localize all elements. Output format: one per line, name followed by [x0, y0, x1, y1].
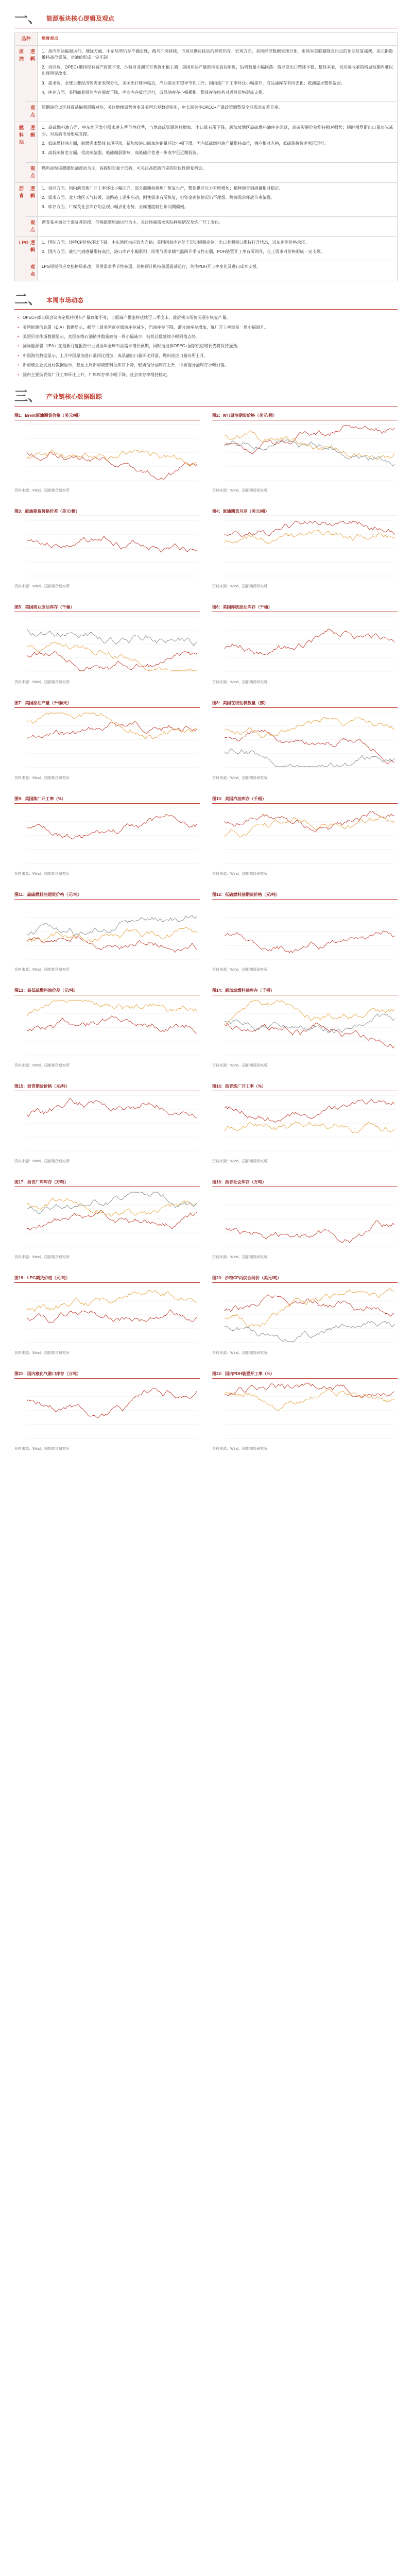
- chart-source: 资料来源：Wind，国都期货研究所: [14, 1064, 70, 1068]
- chart-title: 图1：Brent原油期货价格（美元/桶）: [14, 413, 200, 420]
- chart-panel: [212, 1179, 398, 1266]
- chart-series-line: [225, 426, 394, 454]
- content-paragraph: 2、国内方面，液化气到港量维持高位，港口库存小幅累积；民用气需求随气温回升季节性走弱，PDH装置开工率有所回升，化工需求对价格形成一定支撑。: [42, 249, 325, 255]
- chart-plot: [14, 1379, 200, 1447]
- chart-series-line: [27, 1001, 197, 1016]
- row-content: [38, 216, 398, 236]
- chart-panel: [14, 1083, 200, 1170]
- chart-title: 图6：美国库欣原油库存（千桶）: [212, 604, 398, 612]
- chart-series-line: [225, 1321, 394, 1342]
- section-1-header: [14, 11, 398, 28]
- chart-series-line: [225, 1221, 394, 1243]
- chart-series-line: [27, 652, 197, 671]
- content-paragraph: 1、国际方面，沙特CP价格环比下调，中东地区供应较为充裕；美国丙烷库存处于历史同期高位，出口套利窗口维持打开状态，远东到岸价格承压。: [42, 240, 310, 245]
- chart-source: 资料来源：Wind，国都期货研究所: [14, 1351, 70, 1355]
- report-page: [0, 11, 412, 2576]
- row-type-label: 逻辑: [26, 122, 38, 163]
- logic-row: [15, 122, 398, 163]
- chart-plot: [14, 612, 200, 680]
- chart-source: 资料来源：Wind，国都期货研究所: [212, 872, 267, 876]
- row-content: [38, 45, 398, 101]
- chart-title: 图14：新加坡燃料油库存（千桶）: [212, 988, 398, 995]
- chart-panel: [212, 988, 398, 1074]
- row-type-label: 观点: [26, 216, 38, 236]
- chart-title: 图21：国内液化气港口库存（万吨）: [14, 1371, 200, 1379]
- chart-panel: [212, 1275, 398, 1362]
- content-paragraph: 3、高低硫价差方面，受高硫偏强、低硫偏弱影响，高低硫价差进一步收窄至近期低位。: [42, 150, 201, 156]
- chart-title: 图18：沥青社会库存（万吨）: [212, 1179, 398, 1187]
- chart-plot: [14, 420, 200, 488]
- chart-title: 图9：美国炼厂开工率（%）: [14, 796, 200, 804]
- chart-source: 资料来源：Wind，国都期货研究所: [14, 585, 70, 589]
- chart-plot: [212, 900, 398, 968]
- chart-panel: [212, 509, 398, 595]
- chart-series-line: [27, 629, 197, 647]
- chart-panel: [14, 604, 200, 691]
- commodity-label: LPG: [15, 236, 26, 281]
- market-news-item: • 美国能源信息署（EIA）数据显示，截至上周美国商业原油库存减少，汽油库存下降，馏分油库存增加，炼厂开工率较前一周小幅回升。: [18, 325, 398, 331]
- commodity-label: 燃料油: [15, 122, 26, 182]
- chart-source: 资料来源：Wind，国都期货研究所: [14, 489, 70, 493]
- chart-plot: [212, 804, 398, 872]
- chart-source: 资料来源：Wind，国都期货研究所: [14, 968, 70, 972]
- chart-panel: [212, 892, 398, 978]
- chart-source: 资料来源：Wind，国都期货研究所: [212, 1064, 267, 1068]
- market-news-item: • OPEC+部长级会议决定维持现有产量政策不变，自愿减产措施将延续至二季度末，此后视市场情况逐步恢复产量。: [18, 315, 398, 321]
- content-paragraph: 3、库存方面，厂库及社会库存均呈现小幅去化态势，去库速度较往年同期偏慢。: [42, 205, 188, 210]
- chart-panel: [212, 796, 398, 883]
- chart-series-line: [27, 536, 197, 552]
- chart-title: 图8：美国在线钻机数量（部）: [212, 700, 398, 708]
- chart-title: 图22：国内PDH装置开工率（%）: [212, 1371, 398, 1379]
- logic-row: [15, 261, 398, 281]
- chart-series-line: [225, 1389, 394, 1411]
- section-2-title: 本周市场动态: [46, 296, 84, 304]
- row-content: [38, 236, 398, 261]
- chart-series-line: [225, 817, 394, 838]
- row-content: [38, 261, 398, 281]
- chart-title: 图7：美国原油产量（千桶/天）: [14, 700, 200, 708]
- chart-series-line: [27, 916, 197, 936]
- row-content: [38, 182, 398, 216]
- chart-series-line: [225, 1023, 394, 1048]
- chart-panel: [14, 1275, 200, 1362]
- commodity-label: 沥青: [15, 182, 26, 236]
- chart-title: 图2：WTI原油期货价格（美元/桶）: [212, 413, 398, 420]
- chart-plot: [14, 1091, 200, 1159]
- content-paragraph: 1、周内原油偏强运行。地缘方面，中东局势仍存不确定性，俄乌冲突持续，市场对供应扰动的担忧仍在；宏观方面，美国经济数据表现分化，市场对美联储降息时点的预期反复摇摆，美元指数维持高位震荡，对油价形成一定压制。: [42, 48, 393, 60]
- content-paragraph: 沥青基本面处于弱复苏阶段，价格跟随原油运行为主，关注终端需求实际释放情况及炼厂开工变化。: [42, 219, 223, 225]
- chart-series-line: [225, 1288, 394, 1327]
- content-paragraph: 燃料油短期跟随原油波动为主，高硫相对强于低硫，可关注高低硫价差的阶段性修复机会。: [42, 165, 207, 171]
- chart-source: 资料来源：Wind，国都期货研究所: [212, 489, 267, 493]
- chart-series-line: [27, 1192, 197, 1214]
- table-header-view: 周度观点: [38, 33, 398, 46]
- chart-source: 资料来源：Wind，国都期货研究所: [212, 968, 267, 972]
- chart-plot: [212, 708, 398, 776]
- chart-title: 图10：美国汽油库存（千桶）: [212, 796, 398, 804]
- chart-title: 图15：沥青期货价格（元/吨）: [14, 1083, 200, 1091]
- chart-panel: [14, 892, 200, 978]
- chart-source: 资料来源：Wind，国都期货研究所: [14, 1160, 70, 1164]
- chart-title: 图17：沥青厂库库存（万吨）: [14, 1179, 200, 1187]
- logic-row: [15, 216, 398, 236]
- chart-plot: [212, 420, 398, 488]
- chart-series-line: [225, 1001, 394, 1024]
- chart-plot: [212, 1091, 398, 1159]
- chart-panel: [14, 988, 200, 1074]
- chart-series-line: [27, 1198, 197, 1216]
- chart-source: 资料来源：Wind，国都期货研究所: [14, 1447, 70, 1451]
- market-news-item: • 美国贝克休斯数据显示，美国在线石油钻井数量较前一周小幅减少，钻机总数延续小幅回落态势。: [18, 334, 398, 340]
- logic-row: [15, 162, 398, 182]
- content-paragraph: 1、供应方面，国内沥青炼厂开工率环比小幅回升，部分前期检修炼厂恢复生产，整体供应压力有所增加；稀释沥青到港量相对稳定。: [42, 185, 283, 191]
- logic-row: [15, 182, 398, 216]
- logic-row: [15, 236, 398, 261]
- chart-title: 图11：高硫燃料油期货价格（元/吨）: [14, 892, 200, 900]
- chart-source: 资料来源：Wind，国都期货研究所: [14, 872, 70, 876]
- row-type-label: 观点: [26, 102, 38, 122]
- chart-plot: [14, 900, 200, 968]
- chart-title: 图20：沙特CP丙烷合同价（美元/吨）: [212, 1275, 398, 1283]
- chart-series-line: [225, 1384, 394, 1398]
- chart-plot: [14, 516, 200, 584]
- commodity-label: 原油: [15, 45, 26, 122]
- row-type-label: 观点: [26, 162, 38, 182]
- chart-plot: [14, 1187, 200, 1255]
- content-paragraph: 2、供应端，OPEC+维持现有减产政策不变，沙特对亚洲官方售价小幅上调；美国原油产量维持在高位附近，钻机数量小幅回落；俄罗斯出口整体平稳。整体来看，供应端收紧的格局短期内难以出现明显改变。: [42, 64, 393, 76]
- chart-plot: [14, 1283, 200, 1351]
- chart-source: 资料来源：Wind，国都期货研究所: [212, 1447, 267, 1451]
- chart-series-line: [225, 1014, 394, 1033]
- chart-source: 资料来源：Wind，国都期货研究所: [212, 1160, 267, 1164]
- row-type-label: 逻辑: [26, 236, 38, 261]
- chart-source: 资料来源：Wind，国都期货研究所: [14, 776, 70, 781]
- row-content: [38, 162, 398, 182]
- section-1-number: 一、: [14, 10, 42, 26]
- chart-panel: [14, 796, 200, 883]
- chart-series-line: [27, 642, 197, 671]
- market-news-item: • 中国海关数据显示，上月中国原油进口量同比增加，成品油出口量环比回落，燃料油进口量有所上升。: [18, 353, 398, 359]
- chart-series-line: [225, 718, 394, 738]
- chart-series-line: [225, 1122, 394, 1133]
- chart-plot: [212, 995, 398, 1063]
- section-3-number: 三、: [14, 388, 42, 404]
- chart-source: 资料来源：Wind，国都期货研究所: [212, 1256, 267, 1260]
- chart-plot: [14, 804, 200, 872]
- core-logic-table: [14, 32, 398, 281]
- chart-source: 资料来源：Wind，国都期货研究所: [14, 1256, 70, 1260]
- chart-grid: [14, 413, 398, 1458]
- content-paragraph: 3、需求端，全球主要经济体需求表现分化，美国出行旺季临近，汽油需求有望季节性回升；国内炼厂开工率环比小幅提升，成品油库存有所去化；欧洲需求整体偏弱。: [42, 80, 345, 86]
- row-type-label: 逻辑: [26, 182, 38, 216]
- chart-series-line: [27, 1016, 197, 1034]
- chart-source: 资料来源：Wind，国都期货研究所: [212, 776, 267, 781]
- chart-panel: [212, 413, 398, 499]
- chart-title: 图12：低硫燃料油期货价格（元/吨）: [212, 892, 398, 900]
- chart-title: 图5：美国商业原油库存（千桶）: [14, 604, 200, 612]
- chart-plot: [14, 995, 200, 1063]
- chart-title: 图3：原油期货价格价差（美元/桶）: [14, 509, 200, 516]
- section-1-title: 能源板块核心逻辑及观点: [46, 15, 115, 23]
- logic-row: [15, 45, 398, 101]
- chart-series-line: [225, 629, 394, 655]
- chart-panel: [14, 413, 200, 499]
- chart-title: 图4：原油期货月差（美元/桶）: [212, 509, 398, 516]
- content-paragraph: 1、高硫燃料油方面，中东地区发电需求进入季节性旺季，当地高硫资源消耗增加，出口量有所下降，新加坡地区高硫燃料油库存回落，高硫裂解价差维持相对强势；同时俄罗斯出口量边际减少，对高硫市场形成支撑。: [42, 125, 393, 137]
- row-content: [38, 122, 398, 163]
- chart-series-line: [225, 749, 394, 767]
- chart-series-line: [225, 1295, 394, 1316]
- chart-series-line: [27, 815, 197, 839]
- content-paragraph: LPG短期供应宽松格局难改，民用需求季节性转弱，价格预计维持偏弱震荡运行，关注PDH开工率变化及进口成本支撑。: [42, 264, 261, 269]
- chart-series-line: [27, 1098, 197, 1118]
- chart-source: 资料来源：Wind，国都期货研究所: [212, 585, 267, 589]
- chart-series-line: [225, 1099, 394, 1123]
- section-3-title: 产业链核心数据跟踪: [46, 393, 102, 401]
- chart-series-line: [27, 452, 197, 480]
- chart-title: 图16：沥青炼厂开工率（%）: [212, 1083, 398, 1091]
- chart-panel: [14, 1179, 200, 1266]
- chart-series-line: [27, 1211, 197, 1231]
- market-news-item: • 国内主要沥青炼厂开工率环比上升，厂库库存率小幅下降，社会库存率维持稳定。: [18, 372, 398, 378]
- table-header-category: 品种: [15, 33, 38, 46]
- chart-series-line: [225, 931, 394, 953]
- chart-panel: [212, 1371, 398, 1458]
- chart-panel: [14, 1371, 200, 1458]
- chart-series-line: [27, 937, 197, 953]
- chart-title: 图19：LPG期货价格（元/吨）: [14, 1275, 200, 1283]
- chart-panel: [14, 700, 200, 787]
- chart-series-line: [27, 450, 197, 465]
- chart-plot: [212, 612, 398, 680]
- chart-source: 资料来源：Wind，国都期货研究所: [212, 681, 267, 685]
- chart-plot: [212, 1379, 398, 1447]
- logic-row: [15, 102, 398, 122]
- chart-source: 资料来源：Wind，国都期货研究所: [14, 681, 70, 685]
- chart-panel: [212, 700, 398, 787]
- chart-panel: [212, 604, 398, 691]
- content-paragraph: 4、库存方面，美国商业原油库存周度下降，库欣库存低位运行，成品油库存小幅累积，整体库存结构对近月价格形成支撑。: [42, 90, 267, 95]
- market-news-item: • 国际能源署（IEA）在最新月度报告中上调全年全球石油需求增长预期，同时指出非OPEC+国家供应增长仍将保持强劲。: [18, 343, 398, 349]
- chart-series-line: [27, 1310, 197, 1323]
- market-news-item: • 新加坡企业发展局数据显示，截至上周新加坡燃料油库存下降，轻质馏分油库存上升，中质馏分油库存小幅回落。: [18, 362, 398, 368]
- content-paragraph: 2、需求方面，北方地区天气转暖，道路施工逐步启动，刚性需求有所恢复，但资金到位情况仍不理想，终端需求释放节奏偏慢。: [42, 195, 275, 200]
- chart-title: 图13：高低硫燃料油价差（元/吨）: [14, 988, 200, 995]
- chart-plot: [212, 1187, 398, 1255]
- section-3-header: [14, 389, 398, 406]
- chart-series-line: [225, 531, 394, 544]
- chart-plot: [14, 708, 200, 776]
- content-paragraph: 短期油价以区间震荡偏强思路对待，关注地缘局势演变及美国宏观数据指引，中长期关注OPEC+产量政策调整及全球需求复苏节奏。: [42, 105, 283, 110]
- row-type-label: 逻辑: [26, 45, 38, 101]
- content-paragraph: 2、低硫燃料油方面，船燃需求整体表现平淡，新加坡港口船加油销量环比小幅下滑，国内低硫燃料油产量维持高位，供应相对充裕，低硫裂解价差承压运行。: [42, 141, 329, 146]
- section-2-number: 二、: [14, 292, 42, 308]
- chart-panel: [212, 1083, 398, 1170]
- chart-series-line: [27, 1388, 197, 1418]
- section-2-header: [14, 293, 398, 310]
- row-content: [38, 102, 398, 122]
- chart-plot: [212, 1283, 398, 1351]
- chart-panel: [14, 509, 200, 595]
- chart-plot: [212, 516, 398, 584]
- row-type-label: 观点: [26, 261, 38, 281]
- market-news-list: [14, 315, 398, 378]
- chart-series-line: [225, 440, 394, 466]
- chart-series-line: [27, 927, 197, 942]
- chart-source: 资料来源：Wind，国都期货研究所: [212, 1351, 267, 1355]
